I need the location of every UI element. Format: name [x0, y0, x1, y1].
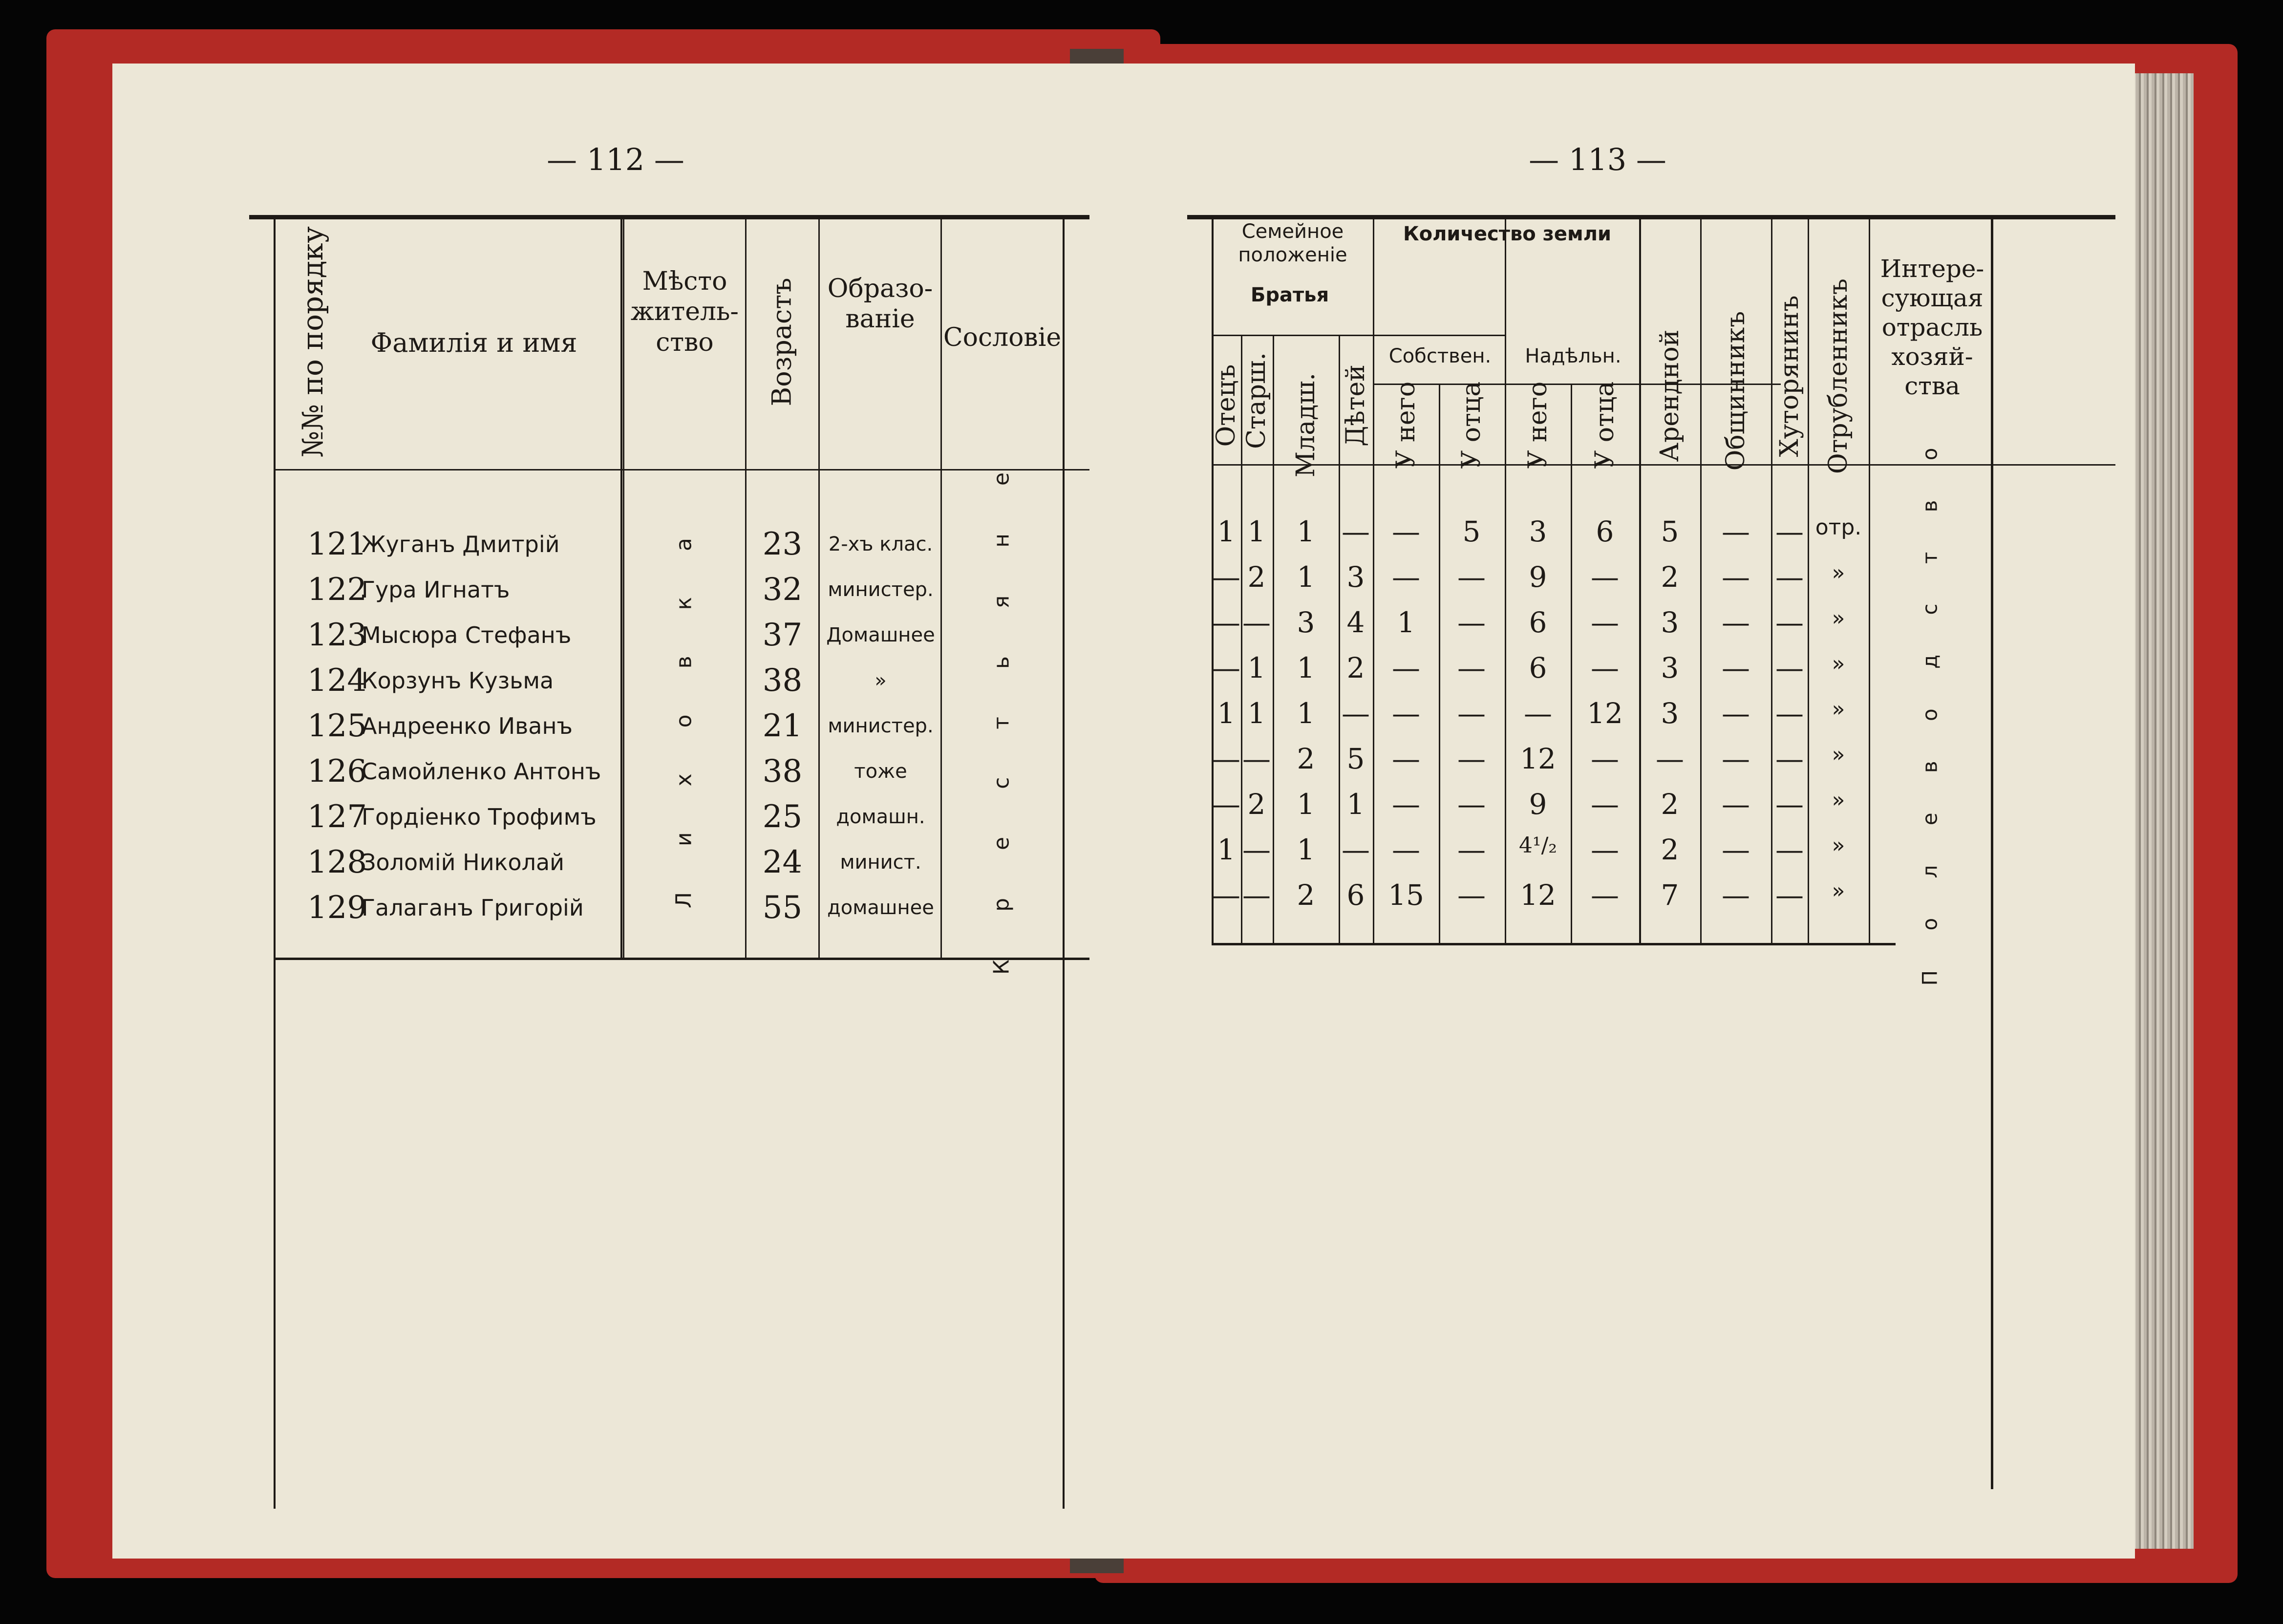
cell-children: —	[1342, 697, 1370, 730]
cell-elder: —	[1242, 833, 1271, 866]
header-farmstead: Хуторянинъ	[1775, 295, 1804, 457]
cell-rented: 3	[1661, 651, 1679, 684]
cell-elder: 2	[1247, 788, 1266, 821]
cell-own-his: —	[1392, 651, 1420, 684]
row-age: 25	[762, 798, 803, 835]
cell-father: —	[1212, 878, 1240, 912]
cell-elder: 2	[1247, 560, 1266, 594]
cell-separated: »	[1832, 788, 1845, 812]
cell-commune: —	[1722, 560, 1750, 594]
cell-own-father: —	[1457, 788, 1486, 821]
cell-allot-his: 6	[1529, 606, 1547, 639]
cell-rented: 3	[1661, 697, 1679, 730]
cell-own-his: 15	[1388, 878, 1424, 912]
col-line	[274, 219, 276, 1509]
cell-own-father: 5	[1462, 515, 1481, 548]
cell-separated: »	[1832, 742, 1845, 767]
cell-separated: »	[1832, 560, 1845, 585]
row-age: 55	[762, 889, 803, 926]
header-own-father: У отца	[1457, 381, 1486, 469]
cell-farmstead: —	[1775, 515, 1804, 548]
row-education: Домашнее	[826, 624, 935, 646]
header-elder: Старш.	[1242, 352, 1271, 449]
row-education: министер.	[828, 715, 934, 737]
header-own: Собствен.	[1388, 345, 1492, 367]
row-education: тоже	[854, 760, 907, 783]
cell-elder: 1	[1247, 515, 1266, 548]
header-education: Образо-ваніе	[827, 274, 933, 334]
header-family: Семейное положеніе	[1238, 220, 1347, 266]
row-line	[1212, 335, 1505, 336]
header-brothers: Братья	[1250, 284, 1329, 306]
cell-own-his: —	[1392, 697, 1420, 730]
cell-allot-father: —	[1591, 742, 1619, 775]
row-number: 121	[307, 526, 367, 562]
cell-separated: »	[1832, 878, 1845, 903]
row-number: 122	[307, 571, 367, 608]
row-name: Самойленко Антонъ	[362, 758, 601, 785]
cell-rented: —	[1656, 742, 1684, 775]
cell-allot-his: 6	[1529, 651, 1547, 684]
header-land: Количество земли	[1403, 223, 1612, 245]
cell-younger: 2	[1297, 878, 1315, 912]
cell-elder: —	[1242, 878, 1271, 912]
cell-father: —	[1212, 742, 1240, 775]
cell-rented: 7	[1661, 878, 1679, 912]
header-father: Отецъ	[1212, 364, 1241, 447]
cell-commune: —	[1722, 878, 1750, 912]
cell-father: 1	[1217, 833, 1236, 866]
row-age: 23	[762, 526, 803, 562]
row-education: домашн.	[836, 806, 925, 828]
cell-allot-father: —	[1591, 606, 1619, 639]
cell-younger: 1	[1297, 515, 1315, 548]
header-younger: Младш.	[1291, 372, 1321, 478]
row-name: Гура Игнатъ	[362, 577, 510, 603]
cell-own-father: —	[1457, 606, 1486, 639]
cell-allot-his: 3	[1529, 515, 1547, 548]
col-line	[1991, 219, 1993, 1489]
cell-own-father: —	[1457, 560, 1486, 594]
header-separated: Отрубленникъ	[1824, 278, 1853, 474]
cell-children: 5	[1346, 742, 1365, 775]
right-page	[1109, 64, 2135, 1559]
header-number: №№ по порядку	[296, 226, 329, 458]
estate-vertical: К р е с т ь я н е	[989, 451, 1014, 975]
cell-allot-his: —	[1524, 697, 1552, 730]
header-estate: Сословіе	[943, 323, 1062, 352]
body-bottom-rule	[274, 958, 1089, 960]
header-name: Фамилія и имя	[370, 327, 577, 358]
cell-separated: отр.	[1815, 515, 1862, 540]
cell-allot-his: 12	[1520, 878, 1556, 912]
cell-own-his: —	[1392, 788, 1420, 821]
cell-farmstead: —	[1775, 560, 1804, 594]
table-top-rule	[249, 215, 1089, 219]
header-allotted: Надѣльн.	[1525, 345, 1622, 367]
row-name: Гордіенко Трофимъ	[362, 804, 597, 831]
header-rule	[274, 469, 1089, 470]
row-line	[1373, 384, 1781, 385]
cell-commune: —	[1722, 651, 1750, 684]
cell-own-his: —	[1392, 833, 1420, 866]
cell-separated: »	[1832, 651, 1845, 676]
cell-own-his: 1	[1397, 606, 1415, 639]
row-name: Андреенко Иванъ	[362, 713, 573, 740]
cell-allot-father: —	[1591, 788, 1619, 821]
cell-separated: »	[1832, 697, 1845, 722]
cell-farmstead: —	[1775, 833, 1804, 866]
cell-allot-his: 12	[1520, 742, 1556, 775]
cell-younger: 3	[1297, 606, 1315, 639]
cell-own-his: —	[1392, 742, 1420, 775]
cell-separated: »	[1832, 833, 1845, 858]
row-name: Жуганъ Дмитрій	[362, 531, 560, 558]
cell-allot-his: 9	[1529, 788, 1547, 821]
cell-children: 3	[1346, 560, 1365, 594]
cell-younger: 1	[1297, 560, 1315, 594]
row-number: 128	[307, 844, 367, 880]
header-residence: Мѣсто житель-ство	[631, 267, 739, 357]
row-education: министер.	[828, 578, 934, 601]
cell-elder: —	[1242, 742, 1271, 775]
cell-rented: 2	[1661, 788, 1679, 821]
row-name: Корзунъ Кузьма	[362, 667, 554, 694]
cell-commune: —	[1722, 606, 1750, 639]
cell-farmstead: —	[1775, 606, 1804, 639]
header-rented: Арендной	[1655, 329, 1685, 462]
row-name: Мысюра Стефанъ	[362, 622, 572, 649]
row-age: 24	[762, 844, 803, 880]
cell-younger: 1	[1297, 651, 1315, 684]
cell-father: 1	[1217, 515, 1236, 548]
cell-allot-his: 4¹/₂	[1518, 833, 1558, 858]
header-allot-father: У отца	[1590, 381, 1620, 469]
cell-rented: 3	[1661, 606, 1679, 639]
cell-own-father: —	[1457, 697, 1486, 730]
cell-younger: 1	[1297, 697, 1315, 730]
cell-farmstead: —	[1775, 697, 1804, 730]
header-rule-right	[1212, 464, 2115, 466]
left-page	[112, 64, 1119, 1559]
cell-own-his: —	[1392, 515, 1420, 548]
cell-elder: 1	[1247, 651, 1266, 684]
header-children: Дѣтей	[1341, 364, 1370, 447]
cell-own-father: —	[1457, 833, 1486, 866]
cell-own-father: —	[1457, 742, 1486, 775]
row-number: 125	[307, 707, 367, 744]
cell-allot-father: —	[1591, 560, 1619, 594]
residence-vertical: Л и х о в к а	[671, 518, 697, 909]
cell-separated: »	[1832, 606, 1845, 631]
cell-younger: 2	[1297, 742, 1315, 775]
row-age: 37	[762, 617, 803, 653]
cell-children: 2	[1346, 651, 1365, 684]
cell-allot-father: —	[1591, 833, 1619, 866]
cell-children: —	[1342, 833, 1370, 866]
row-education: домашнее	[827, 897, 934, 919]
cell-father: —	[1212, 651, 1240, 684]
cell-own-father: —	[1457, 878, 1486, 912]
cell-children: 1	[1346, 788, 1365, 821]
cell-allot-his: 9	[1529, 560, 1547, 594]
row-number: 129	[307, 889, 367, 926]
cell-father: —	[1212, 788, 1240, 821]
cell-commune: —	[1722, 697, 1750, 730]
cell-father: —	[1212, 606, 1240, 639]
header-age: Возрастъ	[766, 278, 797, 406]
row-age: 38	[762, 662, 803, 699]
body-bottom-rule-right	[1212, 943, 1896, 945]
cell-allot-father: —	[1591, 878, 1619, 912]
cell-allot-father: 12	[1587, 697, 1623, 730]
cell-children: —	[1342, 515, 1370, 548]
cell-commune: —	[1722, 833, 1750, 866]
cell-rented: 5	[1661, 515, 1679, 548]
cell-elder: 1	[1247, 697, 1266, 730]
cell-allot-father: 6	[1596, 515, 1614, 548]
row-number: 127	[307, 798, 367, 835]
header-own-his: У него	[1391, 381, 1421, 469]
row-number: 123	[307, 617, 367, 653]
row-education: »	[875, 669, 887, 692]
row-name: Золомій Николай	[362, 849, 565, 876]
cell-allot-father: —	[1591, 651, 1619, 684]
cell-own-father: —	[1457, 651, 1486, 684]
cell-own-his: —	[1392, 560, 1420, 594]
cell-younger: 1	[1297, 788, 1315, 821]
cell-commune: —	[1722, 742, 1750, 775]
row-age: 38	[762, 753, 803, 790]
row-name: Галаганъ Григорій	[362, 895, 584, 921]
cell-farmstead: —	[1775, 788, 1804, 821]
cell-farmstead: —	[1775, 878, 1804, 912]
header-commune: Общинникъ	[1721, 311, 1750, 471]
row-age: 21	[762, 707, 803, 744]
header-allot-his: У него	[1523, 381, 1553, 469]
row-age: 32	[762, 571, 803, 608]
cell-children: 6	[1346, 878, 1365, 912]
row-education: 2-хъ клас.	[828, 533, 933, 556]
row-number: 124	[307, 662, 367, 699]
table-top-rule-right	[1187, 215, 2115, 219]
cell-farmstead: —	[1775, 651, 1804, 684]
cell-elder: —	[1242, 606, 1271, 639]
page-number-right: — 113 —	[1529, 142, 1666, 177]
col-line	[620, 219, 622, 958]
cell-farmstead: —	[1775, 742, 1804, 775]
cell-rented: 2	[1661, 833, 1679, 866]
cell-children: 4	[1346, 606, 1365, 639]
cell-father: —	[1212, 560, 1240, 594]
cell-commune: —	[1722, 515, 1750, 548]
branch-vertical: П о л е в о д с т в о	[1918, 431, 1942, 986]
col-line	[1063, 219, 1065, 1509]
cell-younger: 1	[1297, 833, 1315, 866]
page-number-left: — 112 —	[547, 142, 684, 177]
row-number: 126	[307, 753, 367, 790]
cell-father: 1	[1217, 697, 1236, 730]
row-education: минист.	[840, 851, 921, 874]
header-branch: Интере-сующая отрасль хозяй-ства	[1880, 255, 1984, 400]
cell-commune: —	[1722, 788, 1750, 821]
cell-rented: 2	[1661, 560, 1679, 594]
